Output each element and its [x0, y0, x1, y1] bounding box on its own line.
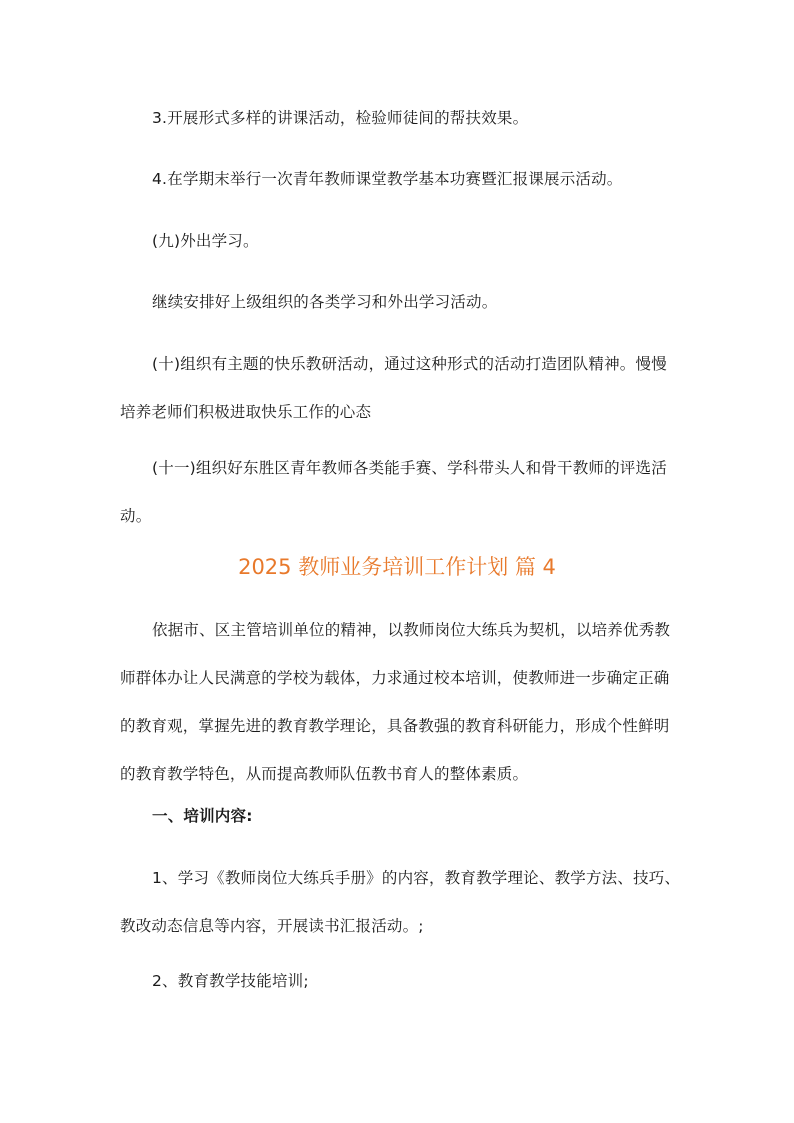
paragraph-line: (十一)组织好东胜区青年教师各类能手赛、学科带头人和骨干教师的评选活 — [152, 459, 667, 477]
paragraph-line: 的教育观，掌握先进的教育教学理论，具备教强的教育科研能力，形成个性鲜明 — [120, 717, 670, 735]
paragraph-intro — [120, 606, 680, 798]
paragraph-happy-research — [120, 340, 680, 436]
paragraph-line: 依据市、区主管培训单位的精神，以教师岗位大练兵为契机，以培养优秀教 — [152, 621, 671, 639]
paragraph-young-teacher-contest — [120, 444, 680, 540]
paragraph-line: 4.在学期末举行一次青年教师课堂教学基本功赛暨汇报课展示活动。 — [152, 170, 623, 188]
paragraph-line: 培养老师们积极进取快乐工作的心态 — [120, 403, 372, 421]
list-item-study-manual — [120, 854, 680, 950]
paragraph-line: 继续安排好上级组织的各类学习和外出学习活动。 — [152, 293, 498, 311]
list-item-skills-training — [120, 957, 680, 1005]
paragraph-line: 一、培训内容: — [152, 807, 253, 825]
paragraph-line: 2、教育教学技能培训; — [152, 972, 309, 990]
paragraph-line: 3.开展形式多样的讲课活动，检验师徒间的帮扶效果。 — [152, 109, 529, 127]
paragraph-mentor-lectures — [120, 94, 680, 142]
paragraph-semester-contest — [120, 155, 680, 203]
paragraph-line: 1、学习《教师岗位大练兵手册》的内容，教育教学理论、教学方法、技巧、 — [152, 869, 681, 887]
paragraph-line: 动。 — [120, 507, 152, 525]
paragraph-external-study-title — [120, 217, 680, 265]
subheading-training-content — [120, 792, 680, 840]
paragraph-line: 教改动态信息等内容，开展读书汇报活动。; — [120, 917, 424, 935]
paragraph-line: 的教育教学特色，从而提高教师队伍教书育人的整体素质。 — [120, 765, 529, 783]
paragraph-line: 师群体办让人民满意的学校为载体，力求通过校本培训，使教师进一步确定正确 — [120, 669, 670, 687]
paragraph-line: (十)组织有主题的快乐教研活动，通过这种形式的活动打造团队精神。慢慢 — [152, 355, 667, 373]
paragraph-external-study — [120, 278, 680, 326]
paragraph-line: (九)外出学习。 — [152, 232, 259, 250]
section-heading: 2025 教师业务培训工作计划 篇 4 — [238, 555, 556, 579]
